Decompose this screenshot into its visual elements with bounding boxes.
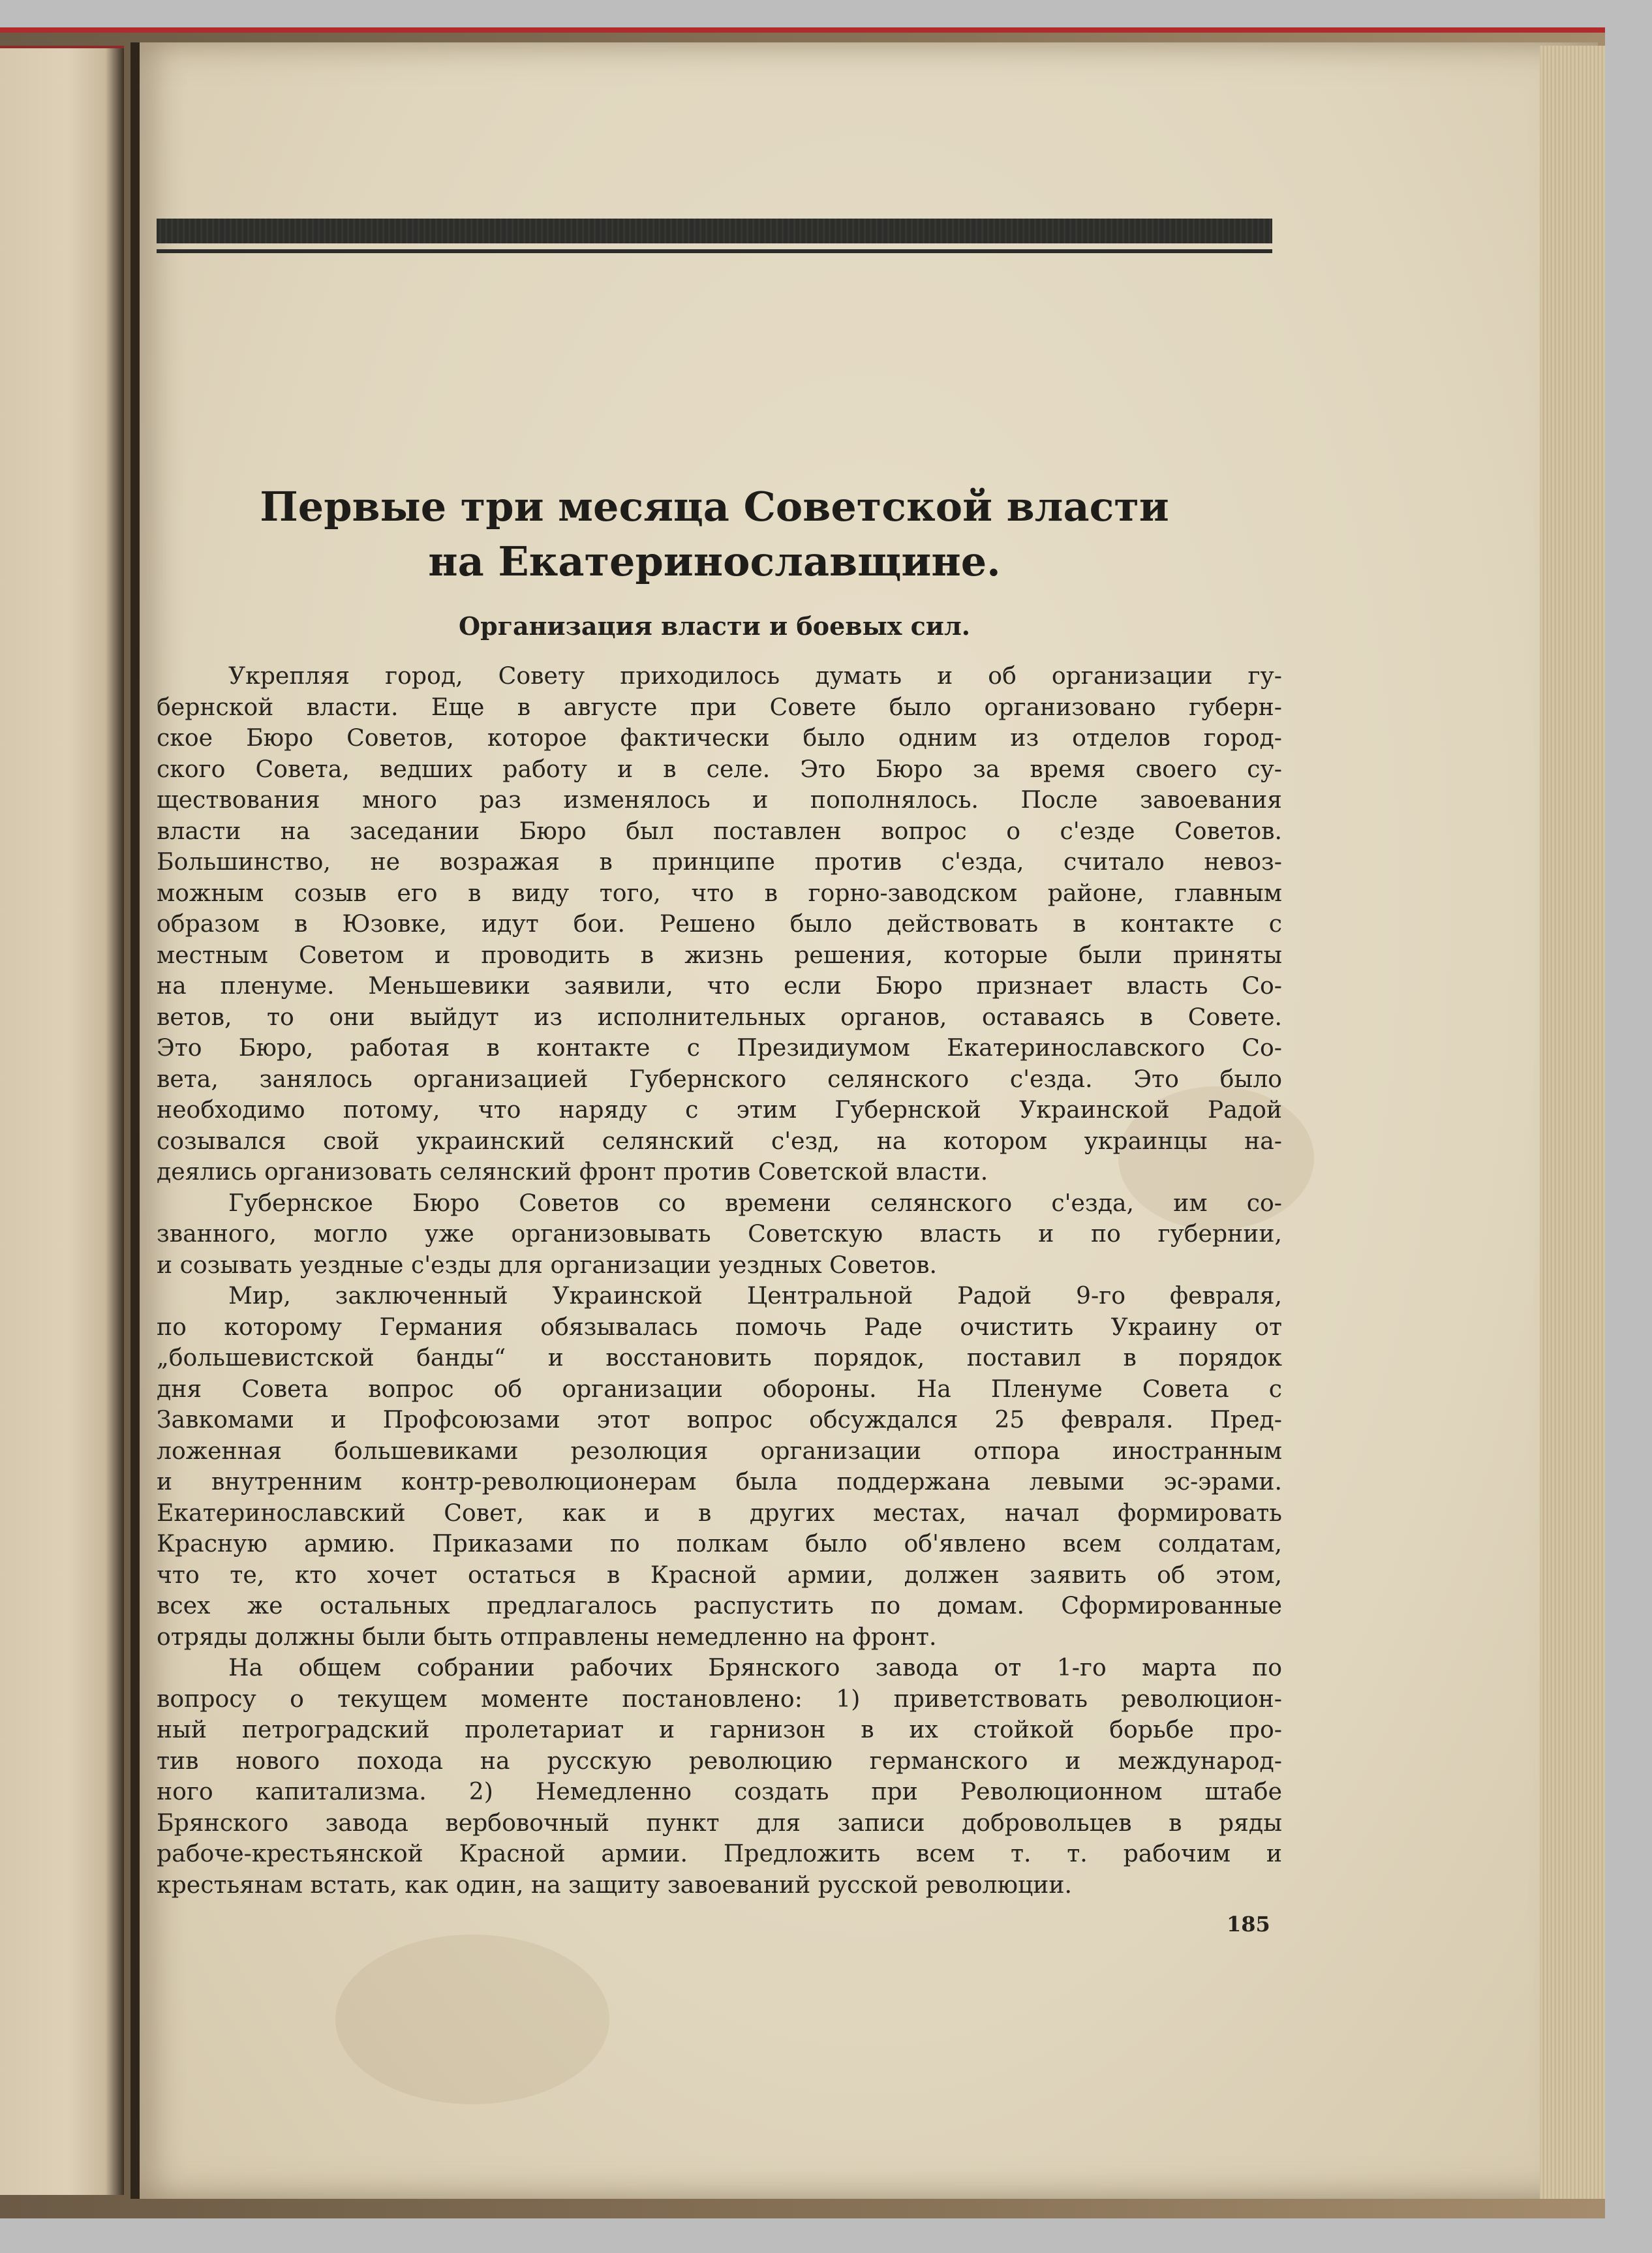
text-line: местным Советом и проводить в жизнь решения, которые были приняты — [157, 940, 1282, 969]
text-line: Это Бюро, работая в контакте с Президиумом Екатеринославского Со- — [157, 1034, 1282, 1062]
title-line: на Екатеринославщине. — [428, 538, 1001, 585]
text-line: Укрепляя город, Совету приходилось думать и об организации гу- — [228, 662, 1282, 690]
text-line: ществования много раз изменялось и пополнялось. После завоевания — [157, 786, 1282, 814]
text-line: вета, занялось организацией Губернского селянского с'езда. Это было — [157, 1064, 1282, 1093]
text-line: ного капитализма. 2) Немедленно создать при Революционном штабе — [157, 1777, 1282, 1805]
text-line: Большинство, не возражая в принципе против с'езда, считало невоз- — [157, 848, 1282, 876]
paper-stain — [335, 1935, 609, 2104]
text-line: необходимо потому, что наряду с этим Губернской Украинской Радой — [157, 1096, 1282, 1124]
text-line: ветов, то они выйдут из исполнительных органов, оставаясь в Совете. — [157, 1002, 1282, 1031]
text-line: созывался свой украинский селянский с'езд, на котором украинцы на- — [157, 1126, 1282, 1155]
text-line: Мир, заключенный Украинской Центральной Радой 9-го февраля, — [228, 1281, 1282, 1310]
article-title — [157, 480, 1272, 589]
text-line: Губернское Бюро Советов со времени селянского с'езда, им со- — [228, 1188, 1282, 1217]
text-line: всех же остальных предлагалось распустить по домам. Сформированные — [157, 1591, 1282, 1619]
text-line: На общем собрании рабочих Брянского завода от 1-го марта по — [228, 1653, 1282, 1681]
text-line: деялись организовать селянский фронт против Советской власти. — [157, 1157, 988, 1186]
text-line: дня Совета вопрос об организации обороны. На Пленуме Совета с — [157, 1374, 1282, 1403]
page-stack-edge — [1540, 46, 1605, 2199]
text-line: тив нового похода на русскую революцию германского и международ- — [157, 1746, 1282, 1775]
text-line: Екатеринославский Совет, как и в других местах, начал формировать — [157, 1498, 1282, 1527]
text-line: вопросу о текущем моменте постановлено: 1) приветствовать революцион- — [157, 1684, 1282, 1713]
text-line: отряды должны были быть отправлены немедленно на фронт. — [157, 1622, 937, 1651]
text-line: званного, могло уже организовывать Советскую власть и по губернии, — [157, 1219, 1282, 1248]
text-line: Красную армию. Приказами по полкам было об'явлено всем солдатам, — [157, 1529, 1282, 1557]
text-line: по которому Германия обязывалась помочь Раде очистить Украину от — [157, 1312, 1282, 1341]
page-number: 185 — [1227, 1912, 1270, 1937]
text-line: „большевистской банды“ и восстановить порядок, поставил в порядок — [157, 1343, 1282, 1372]
left-page-edge — [0, 46, 124, 2195]
text-line: ложенная большевиками резолюция организации отпора иностранным — [157, 1436, 1282, 1465]
text-line: бернской власти. Еще в августе при Совете было организовано губерн- — [157, 692, 1282, 721]
text-line: и внутренним контр-революционерам была поддержана левыми эс-эрами. — [157, 1467, 1282, 1495]
text-line: ный петроградский пролетариат и гарнизон в их стойкой борьбе про- — [157, 1715, 1282, 1743]
header-rule-thin — [157, 249, 1272, 253]
text-line: рабоче-крестьянской Красной армии. Предложить всем т. т. рабочим и — [157, 1839, 1282, 1867]
text-line: ского Совета, ведших работу и в селе. Это Бюро за время своего су- — [157, 754, 1282, 783]
text-line: Завкомами и Профсоюзами этот вопрос обсуждался 25 февраля. Пред- — [157, 1405, 1282, 1433]
text-line: образом в Юзовке, идут бои. Решено было действовать в контакте с — [157, 910, 1282, 938]
text-line: можным созыв его в виду того, что в горно-заводском районе, главным — [157, 878, 1282, 907]
text-line: что те, кто хочет остаться в Красной армии, должен заявить об этом, — [157, 1560, 1282, 1589]
text-line: крестьянам встать, как один, на защиту завоеваний русской революции. — [157, 1870, 1072, 1899]
section-subtitle: Организация власти и боевых сил. — [459, 611, 970, 641]
title-line: Первые три месяца Советской власти — [260, 483, 1169, 530]
text-line: и созывать уездные с'езды для организации уездных Советов. — [157, 1250, 938, 1279]
text-line: на пленуме. Меньшевики заявили, что если Бюро признает власть Со- — [157, 972, 1282, 1000]
article-body — [157, 660, 1282, 1900]
header-rule-thick — [157, 219, 1272, 243]
text-line: ское Бюро Советов, которое фактически было одним из отделов город- — [157, 724, 1282, 752]
text-line: власти на заседании Бюро был поставлен вопрос о с'езде Советов. — [157, 816, 1282, 845]
text-line: Брянского завода вербовочный пункт для записи добровольцев в ряды — [157, 1808, 1282, 1837]
